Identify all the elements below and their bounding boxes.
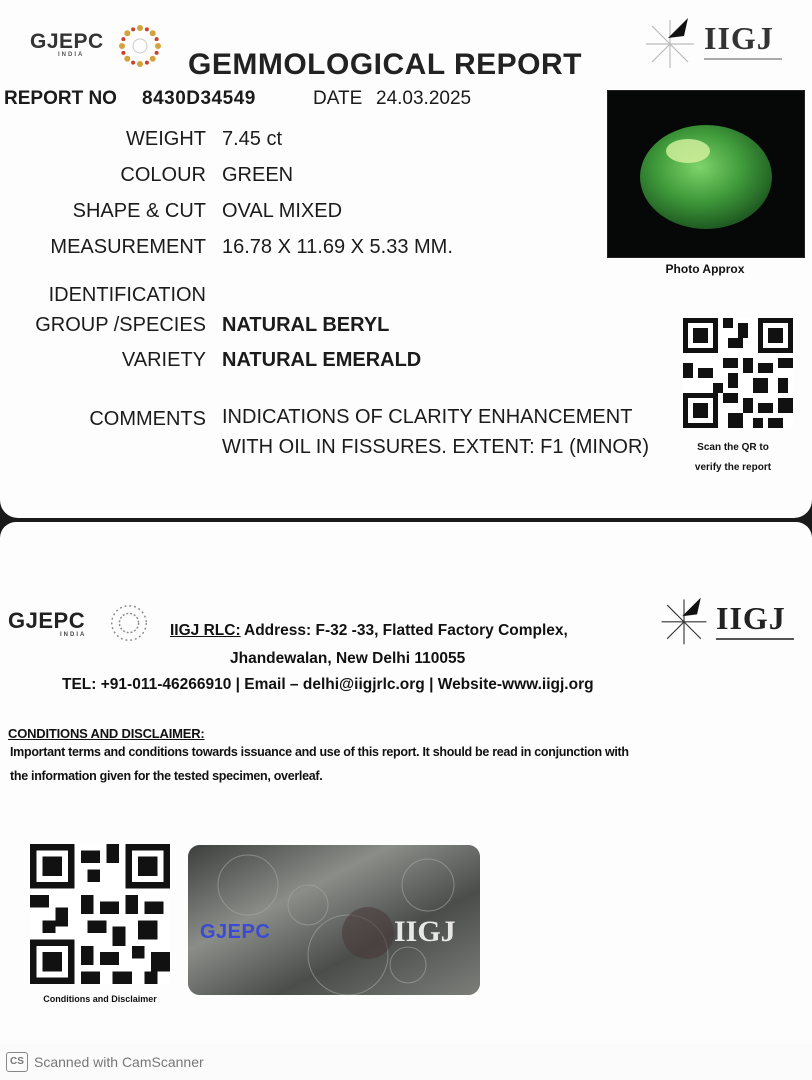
address-line-1: Address: F-32 -33, Flatted Factory Complex, — [244, 622, 568, 639]
camscanner-icon: CS — [6, 1052, 28, 1072]
date-label: DATE — [313, 88, 363, 109]
scan-caption-line-1: Scan the QR to — [697, 442, 769, 453]
security-hologram — [188, 845, 480, 995]
conditions-title: CONDITIONS AND DISCLAIMER: — [8, 726, 205, 741]
conditions-text-line-1: Important terms and conditions towards issuance and use of this report. It should be read in conjunction with — [10, 745, 629, 759]
conditions-qr-code[interactable] — [30, 844, 170, 984]
shape-cut-value: OVAL MIXED — [222, 200, 343, 222]
gjepc-logo-text: GJEPC — [30, 30, 104, 53]
report-title: GEMMOLOGICAL REPORT — [188, 48, 582, 81]
shape-cut-label: SHAPE & CUT — [72, 200, 206, 222]
date-value: 24.03.2025 — [376, 88, 472, 109]
colour-label: COLOUR — [120, 164, 206, 186]
contact-line: TEL: +91-011-46266910 | Email – delhi@iigjrlc.org | Website-www.iigj.org — [62, 676, 594, 693]
hologram-iigj-text: IIGJ — [394, 915, 456, 948]
hologram-gjepc-text: GJEPC — [200, 921, 271, 943]
photo-caption: Photo Approx — [665, 262, 745, 276]
comments-label: COMMENTS — [89, 408, 206, 430]
conditions-text — [10, 740, 800, 788]
variety-label: VARIETY — [121, 349, 206, 371]
emerald-gem-icon — [640, 125, 772, 229]
colour-value: GREEN — [222, 164, 294, 186]
measurement-label: MEASUREMENT — [50, 236, 206, 258]
comments-line-2: WITH OIL IN FISSURES. EXTENT: F1 (MINOR) — [222, 436, 650, 458]
group-species-label: GROUP /SPECIES — [35, 314, 206, 336]
verify-qr-code[interactable] — [683, 318, 793, 428]
address-prefix: IIGJ RLC: — [170, 622, 241, 639]
variety-value: NATURAL EMERALD — [222, 349, 422, 371]
iigj-logo-text: IIGJ — [704, 20, 774, 56]
group-species-value: NATURAL BERYL — [222, 314, 390, 336]
gem-photo — [607, 90, 805, 258]
comments-line-1: INDICATIONS OF CLARITY ENHANCEMENT — [222, 406, 633, 428]
measurement-value: 16.78 X 11.69 X 5.33 MM. — [222, 236, 453, 258]
gjepc-logo-sub: INDIA — [58, 52, 85, 58]
scan-caption — [683, 438, 783, 478]
back-gjepc-logo-text: GJEPC — [8, 608, 86, 633]
conditions-qr-caption: Conditions and Disclaimer — [43, 994, 157, 1004]
address-line-2: Jhandewalan, New Delhi 110055 — [230, 650, 466, 667]
back-gjepc-emblem-icon — [106, 600, 152, 646]
back-iigj-emblem-icon — [656, 592, 712, 648]
back-gjepc-logo-sub: INDIA — [60, 632, 87, 638]
identification-label: IDENTIFICATION — [48, 284, 206, 306]
weight-label: WEIGHT — [126, 128, 206, 150]
camscanner-text: Scanned with CamScanner — [34, 1054, 204, 1070]
back-iigj-logo-underline — [716, 638, 794, 640]
conditions-text-line-2: the information given for the tested specimen, overleaf. — [10, 769, 323, 783]
report-no-value: 8430D34549 — [142, 88, 256, 109]
scan-caption-line-2: verify the report — [694, 462, 772, 473]
weight-value: 7.45 ct — [222, 128, 283, 150]
back-iigj-logo-text: IIGJ — [716, 600, 786, 636]
report-no-label: REPORT NO — [4, 88, 117, 109]
report-front-card — [0, 0, 812, 518]
report-back-card — [0, 522, 812, 1044]
